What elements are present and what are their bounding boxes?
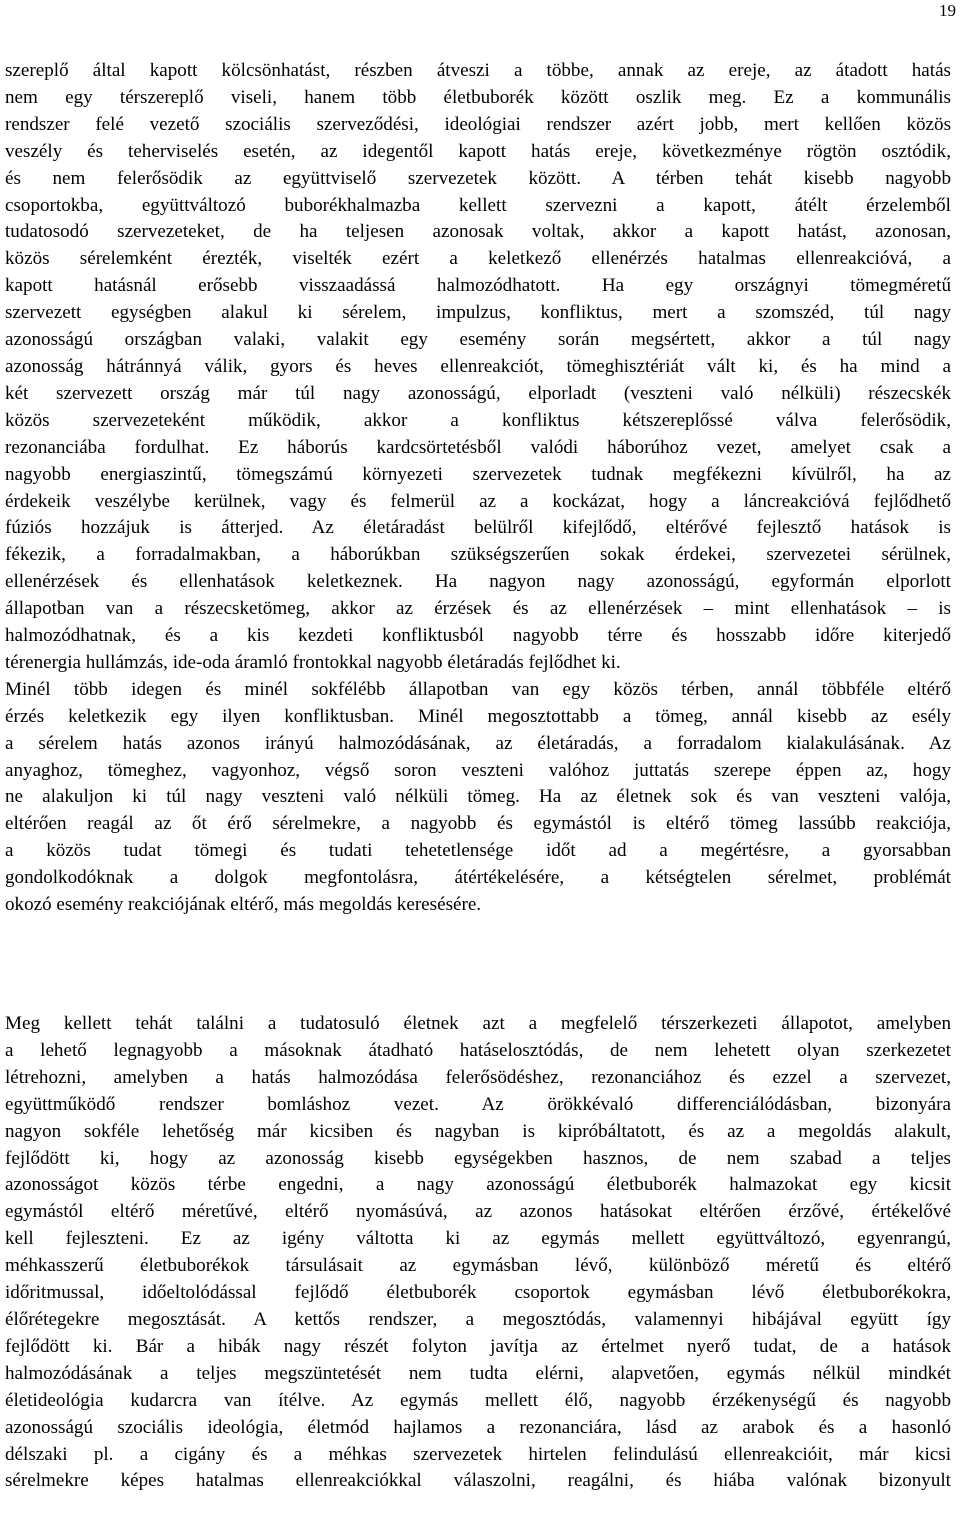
text-line: halmozódhatnak, és a kis kezdeti konfliktusból nagyobb térre és hosszabb időre kiterjedő [5, 625, 951, 647]
text-line: kell fejleszteni. Ez az igény váltotta ki az egymás mellett együttváltozó, egyenrangú, [5, 1228, 951, 1250]
text-line: délszaki pl. a cigány és a méhkas szervezetek hirtelen felindulású ellenreakcióit, már kicsi [5, 1443, 951, 1465]
text-line: élőrétegekre megosztását. A kettős rendszer, a megosztódás, valamennyi hibájával együtt így [5, 1308, 951, 1330]
text-line: közös szervezeteként működik, akkor a konfliktus kétszereplőssé válva felerősödik, [5, 409, 951, 431]
text-line: fúziós hozzájuk is átterjed. Az életáradást belülről kifejlődő, eltérővé fejlesztő hatások is [5, 517, 951, 539]
text-line: csoportokba, együttváltozó buborékhalmazba kellett szervezni a kapott, átélt érzelemből [5, 194, 951, 216]
text-line: nagyon sokféle lehetőség már kicsiben és nagyban is kipróbáltatott, és az a megoldás alakult, [5, 1120, 951, 1142]
text-line: azonosság hátránnyá válik, gyors és heves ellenreakciót, tömeghisztériát vált ki, és ha mind a [5, 355, 951, 377]
text-line: azonosságú országban valaki, valakit egy esemény során megsértett, akkor a túl nagy [5, 329, 951, 351]
text-line: fékezik, a forradalmakban, a háborúkban szükségszerűen sokak érdekei, szervezetei sérülnek, [5, 544, 951, 566]
text-line: Meg kellett tehát találni a tudatosuló életnek azt a megfelelő térszerkezeti állapotot, amelyben [5, 1013, 951, 1034]
text-line: közös sérelemként érezték, viselték ezért a keletkező ellenérzés hatalmas ellenreakcióvá, a [5, 248, 951, 270]
text-line: a lehető legnagyobb a másoknak átadható hatáselosztódás, de nem lehetett olyan szerkezetet [5, 1039, 951, 1061]
text-line: sérelmekre képes hatalmas ellenreakciókkal válaszolni, reagálni, és hiába valónak bizonyult [5, 1470, 951, 1492]
text-line: a sérelem hatás azonos irányú halmozódásának, az életáradás, a forradalom kialakulásának. Az [5, 732, 951, 754]
text-line: azonosságot közös térbe engedni, a nagy azonosságú életbuborék halmazokat egy kicsit [5, 1174, 951, 1196]
text-line: térenergia hullámzás, ide-oda áramló frontokkal nagyobb életáradás fejlődhet ki. [5, 651, 621, 673]
text-line: méhkasszerű életbuborékok társulásait az egymásban lévő, különböző méretű és eltérő [5, 1255, 951, 1277]
text-line: létrehozni, amelyben a hatás halmozódása felerősödéshez, rezonanciához és ezzel a szervezet, [5, 1066, 951, 1088]
text-line: szereplő által kapott kölcsönhatást, részben átveszi a többe, annak az ereje, az átadott hatás [5, 60, 951, 81]
text-line: rezonanciába fordulhat. Ez háborús kardcsörtetésből valódi háborúhoz vezet, amelyet csak a [5, 436, 951, 458]
text-line: állapotban van a részecsketömeg, akkor az érzések és az ellenérzések – mint ellenhatások – is [5, 598, 951, 620]
paragraph-2 [5, 1011, 951, 1495]
text-line: tudatosodó szervezeteket, de ha teljesen azonosak voltak, akkor a kapott hatást, azonosan, [5, 221, 951, 243]
text-line: ne alakuljon ki túl nagy veszteni való nélküli tömeg. Ha az életnek sok és van veszteni valója, [5, 786, 951, 808]
text-line: nem egy térszereplő viseli, hanem több életbuborék között oszlik meg. Ez a kommunális [5, 86, 951, 108]
text-line: rendszer felé vezető szociális szerveződési, ideológiai rendszer azért jobb, mert kellően közös [5, 113, 951, 135]
text-line: időritmussal, időeltolódással fejlődő életbuborék csoportok egymásban lévő életbuborékokra, [5, 1282, 951, 1304]
text-line: életideológia kudarcra van ítélve. Az egymás mellett élő, nagyobb érzékenységű és nagyobb [5, 1389, 951, 1411]
text-line: két szervezett ország már túl nagy azonosságú, elporladt (veszteni való nélküli) részecskék [5, 382, 951, 404]
text-line: halmozódásának a teljes megszüntetését nem tudta elérni, alapvetően, egymás nélkül mindkét [5, 1362, 951, 1384]
text-line: egymástól eltérő méretűvé, eltérő nyomásúvá, az azonos hatásokat eltérően érzővé, értékelővé [5, 1201, 951, 1223]
text-line: ellenérzések és ellenhatások keletkeznek. Ha nagyon nagy azonosságú, egyformán elporlott [5, 571, 951, 593]
text-line: érzés keletkezik egy ilyen konfliktusban. Minél megosztottabb a tömeg, annál kisebb az esély [5, 705, 951, 727]
paragraph-1 [5, 58, 951, 919]
text-line: fejlődött ki, hogy az azonosság kisebb egységekben hasznos, de nem szabad a teljes [5, 1147, 951, 1169]
text-line: eltérően reagál az őt érő sérelmekre, a nagyobb és egymástól is eltérő tömeg lassúbb reakciója, [5, 813, 951, 835]
text-line: veszély és teherviselés esetén, az idegentől kapott hatás ereje, következménye rögtön osztódik, [5, 140, 951, 162]
text-line: gondolkodóknak a dolgok megfontolásra, átértékelésére, a kétségtelen sérelmet, problémát [5, 867, 951, 889]
text-line: kapott hatásnál erősebb visszaadássá halmozódhatott. Ha egy országnyi tömegméretű [5, 275, 951, 297]
text-line: okozó esemény reakciójának eltérő, más megoldás keresésére. [5, 894, 482, 916]
text-line: érdekeik veszélybe kerülnek, vagy és felmerül az a kockázat, hogy a láncreakcióvá fejlődhető [5, 490, 951, 512]
text-line: fejlődött ki. Bár a hibák nagy részét folyton javítja az értelmet nyerő tudat, de a hatások [5, 1335, 951, 1357]
text-line: és nem felerősödik az együttviselő szervezetek között. A térben tehát kisebb nagyobb [5, 167, 951, 189]
text-line: együttműködő rendszer bomláshoz vezet. Az örökkévaló differenciálódásban, bizonyára [5, 1093, 951, 1115]
text-line: Minél több idegen és minél sokfélébb állapotban van egy közös térben, annál többféle eltérő [5, 678, 951, 700]
text-line: anyaghoz, tömeghez, vagyonhoz, végső soron veszteni valóhoz juttatás szerepe éppen az, hogy [5, 759, 951, 781]
text-line: nagyobb energiaszintű, tömegszámú környezeti szervezetek tudnak megfékezni kívülről, ha az [5, 463, 951, 485]
text-line: a közös tudat tömegi és tudati tehetetlensége időt ad a megértésre, a gyorsabban [5, 840, 951, 862]
page-number: 19 [939, 1, 956, 20]
text-line: szervezett egységben alakul ki sérelem, impulzus, konfliktus, mert a szomszéd, túl nagy [5, 302, 951, 324]
text-line: azonosságú szociális ideológia, életmód hajlamos a rezonanciára, lásd az arabok és a hasonló [5, 1416, 951, 1438]
